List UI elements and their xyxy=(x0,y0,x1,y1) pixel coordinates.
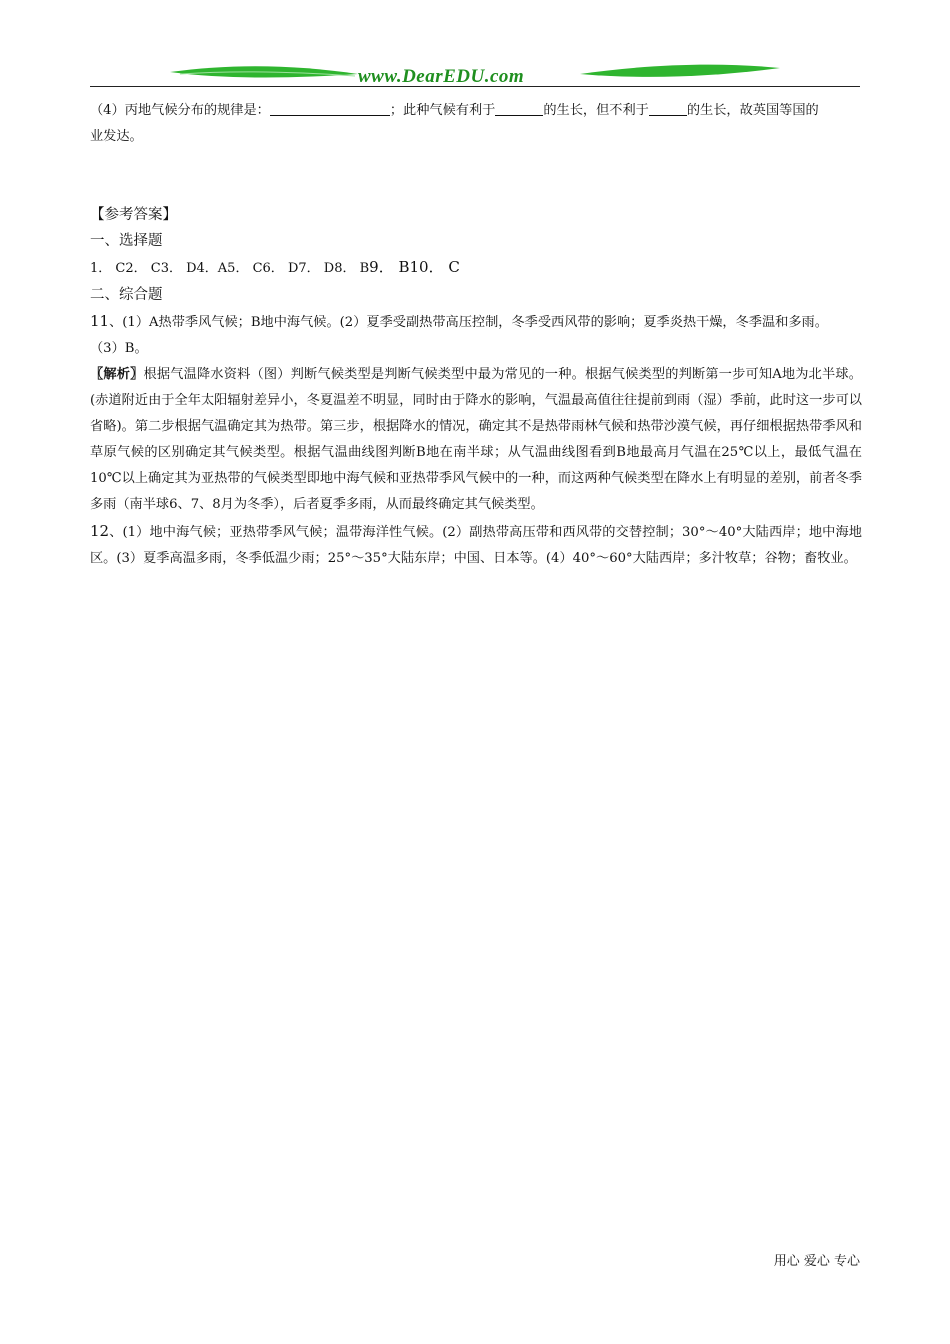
choice-answers xyxy=(90,254,862,282)
analysis-label: 〖解析〗 xyxy=(90,367,144,382)
answer-11-number: 11 xyxy=(90,312,110,330)
q4-text-b: ；此种气候有利于 xyxy=(389,103,496,118)
q4-text-d: 的生长，故英国等国的 xyxy=(686,103,819,118)
q4-text-c: 的生长，但不利于 xyxy=(543,103,649,118)
answer-12 xyxy=(90,518,862,572)
answer-12-text: 、(1）地中海气候；亚热带季风气候；温带海洋性气候。(2）副热带高压带和西风带的交替控制；30°～40°大陆西岸；地中海地区。(3）夏季高温多雨，冬季低温少雨；25°～35°大陆东岸；中国、日本等。(4）40°～60°大陆西岸；多汁牧草；谷物；畜牧业。 xyxy=(90,525,862,566)
answer-11 xyxy=(90,308,862,336)
choice-answers-b: 9． B10． C xyxy=(369,258,460,276)
question-4-line xyxy=(90,98,862,124)
answer-blank xyxy=(495,101,543,116)
answer-12-number: 12 xyxy=(90,522,110,540)
analysis-paragraph xyxy=(90,362,862,518)
section-choice-heading: 一、选择题 xyxy=(90,233,163,249)
spacer xyxy=(90,150,862,202)
site-header xyxy=(90,58,860,88)
analysis-text: 根据气温降水资料（图）判断气候类型是判断气候类型中最为常见的一种。根据气候类型的判断第一步可知A地为北半球。(赤道附近由于全年太阳辐射差异小，冬夏温差不明显，同时由于降水的影响，气温最高值往往提前到雨（湿）季前，此时这一步可以省略)。第二步根据气温确定其为热带。第三步，根据降水的情况，确定其不是热带雨林气候和热带沙漠气候，再仔细根据热带季风和草原气候的区别确定其气候类型。根据气温曲线图判断B地在南半球；从气温曲线图看到B地最高月气温在25℃以上，最低气温在10℃以上确定其为亚热带的气候类型即地中海气候和亚热带季风气候中的一种，而这两种气候类型在降水上有明显的差别，前者冬季多雨（南半球6、7、8月为冬季），后者夏季多雨，从而最终确定其气候类型。 xyxy=(90,367,862,512)
answer-blank xyxy=(649,101,687,116)
header-divider xyxy=(90,86,860,87)
answer-11-line-2: （3）B。 xyxy=(90,341,148,356)
answer-11-text: 、(1）A热带季风气候；B地中海气候。(2）夏季受副热带高压控制，冬季受西风带的影响；夏季炎热干燥，冬季温和多雨。 xyxy=(109,315,828,330)
answers-title: 【参考答案】 xyxy=(90,207,177,223)
answer-blank xyxy=(270,101,390,116)
site-logo[interactable]: www.DearEDU.com xyxy=(358,66,525,87)
section-comprehensive-heading: 二、综合题 xyxy=(90,287,163,303)
document-body xyxy=(90,98,862,572)
page-footer: 用心 爱心 专心 xyxy=(773,1254,860,1269)
q4-text-a: （4）丙地气候分布的规律是： xyxy=(90,103,270,118)
choice-answers-a: 1． C2． C3． D4．A5． C6． D7． D8． B xyxy=(90,261,370,276)
question-4-line-2: 业发达。 xyxy=(90,129,143,144)
